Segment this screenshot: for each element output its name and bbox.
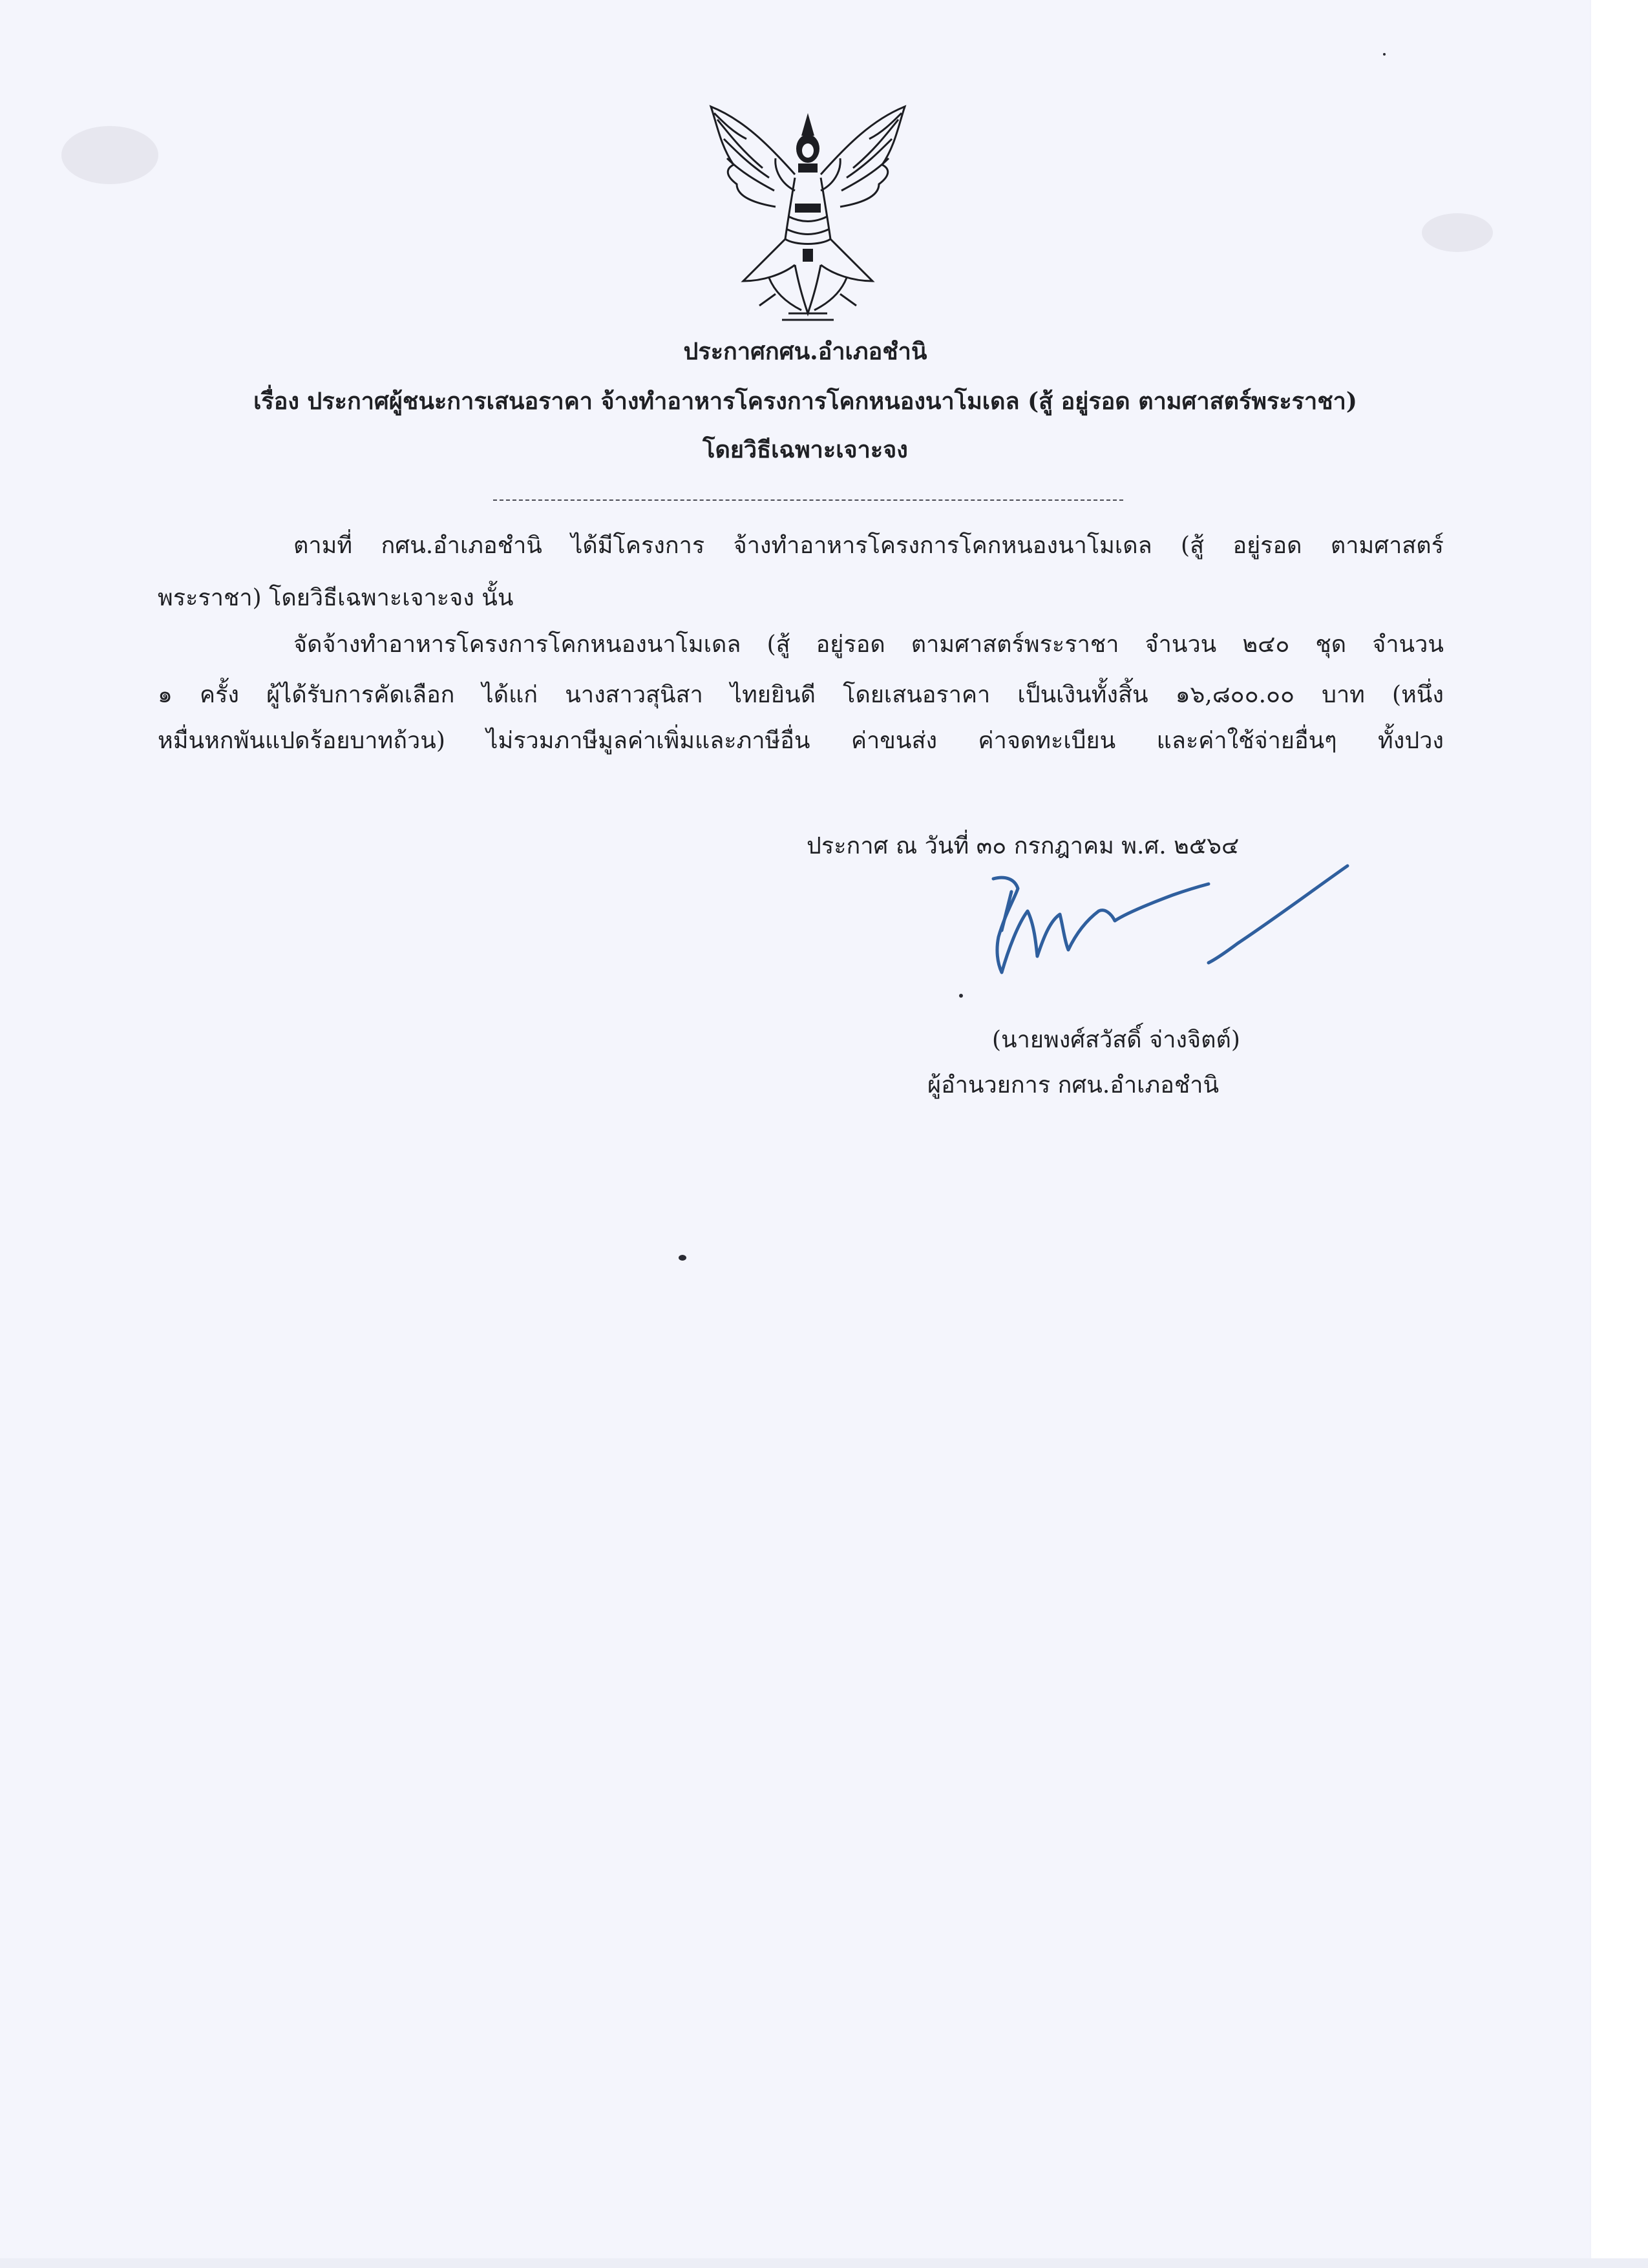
ink-speck [1383,53,1386,56]
scan-margin-bottom [0,2258,1648,2268]
procurement-method: โดยวิธีเฉพาะเจาะจง [703,436,908,463]
announcement-date: ประกาศ ณ วันที่ ๓๐ กรกฎาคม พ.ศ. ๒๕๖๔ [807,833,1240,859]
scan-smudge [1422,213,1493,252]
garuda-emblem-icon [698,100,918,326]
scan-smudge [61,126,158,184]
dashed-divider [493,499,1123,501]
paragraph-2-line-2: ๑ ครั้ง ผู้ได้รับการคัดเลือก ได้แก่ นางสาวสุนิสา ไทยยินดี โดยเสนอราคา เป็นเงินทั้งสิ้น ๑๖,๘๐๐.๐๐ บาท (หนึ่ง [158,682,1444,708]
signer-title: ผู้อำนวยการ กศน.อำเภอชำนิ [927,1072,1220,1098]
paragraph-1-line-1: ตามที่ กศน.อำเภอชำนิ ได้มีโครงการ จ้างทำอาหารโครงการโคกหนองนาโมเดล (สู้ อยู่รอด ตามศาสตร์ [293,532,1444,559]
signer-name: (นายพงศ์สวัสดิ์ จ่างจิตต์) [992,1027,1240,1053]
paragraph-2-line-3: หมื่นหกพันแปดร้อยบาทถ้วน) ไม่รวมภาษีมูลค่าเพิ่มและภาษีอื่น ค่าขนส่ง ค่าจดทะเบียน และค่าใช้จ่ายอื่นๆ ทั้งปวง [158,728,1444,754]
announcement-title: ประกาศกศน.อำเภอชำนิ [683,338,927,365]
handwritten-signature [953,859,1367,1008]
ink-speck [679,1255,686,1261]
paragraph-1-line-2: พระราชา) โดยวิธีเฉพาะเจาะจง นั้น [158,585,514,611]
announcement-subject: เรื่อง ประกาศผู้ชนะการเสนอราคา จ้างทำอาหารโครงการโคกหนองนาโมเดล (สู้ อยู่รอด ตามศาสตร์พระราชา) [253,388,1357,415]
paragraph-2-line-1: จัดจ้างทำอาหารโครงการโคกหนองนาโมเดล (สู้ อยู่รอด ตามศาสตร์พระราชา จำนวน ๒๔๐ ชุด จำนวน [293,631,1444,658]
